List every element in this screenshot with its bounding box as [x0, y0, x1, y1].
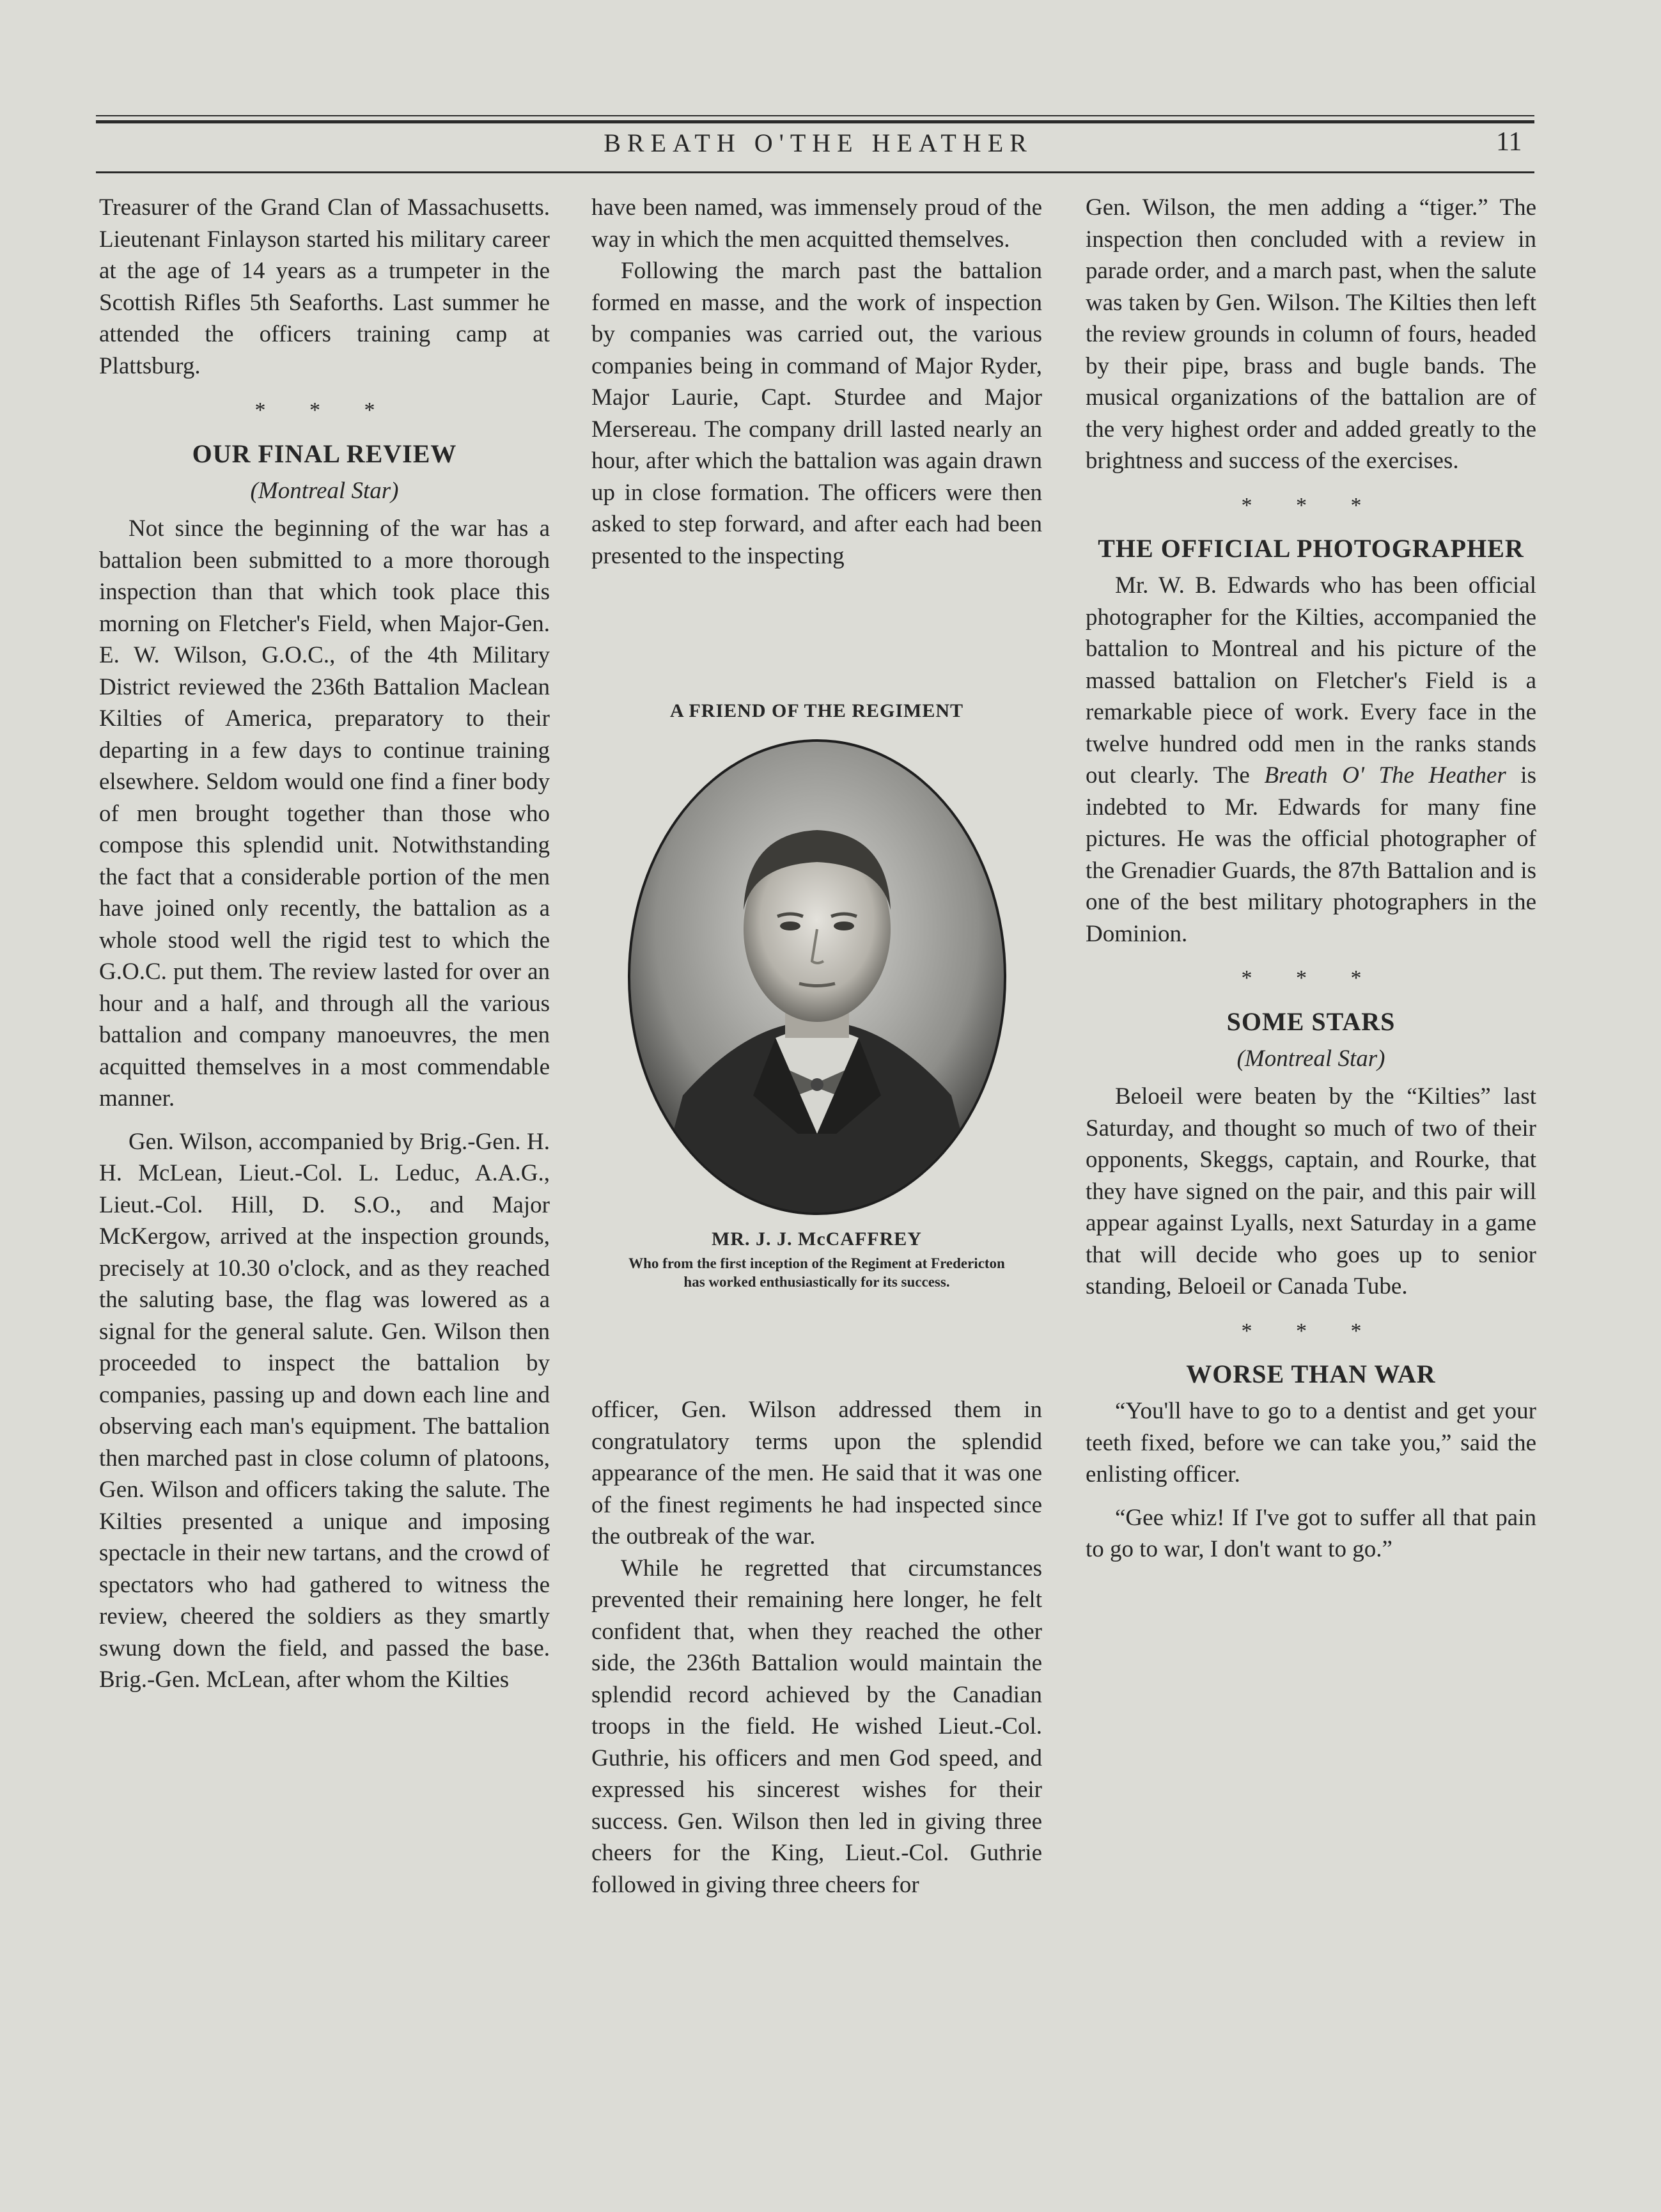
paragraph-dentist: “You'll have to go to a dentist and get your teeth fixed, before we can take you,” said the enlisting officer.: [1086, 1398, 1536, 1487]
heading-worse-than-war: WORSE THAN WAR: [1186, 1360, 1436, 1388]
source-montreal-star: (Montreal Star): [1236, 1045, 1385, 1072]
paragraph-photographer: [1086, 570, 1536, 950]
paragraph-named: have been named, was immensely proud of the way in which the men acquitted themselves.: [591, 194, 1042, 253]
section-divider-stars: * * *: [254, 398, 394, 422]
header-rule-top: [96, 115, 1534, 116]
publication-name: Breath O' The Heather: [1264, 762, 1506, 788]
paragraph-review-1: Not since the beginning of the war has a battalion been submitted to a more thorough inspection than that which took place this morning on Fletcher's Field, when Major-Gen. E. W. Wilson, G.O.C., of the 4th Military District reviewed the 236th Battalion Maclean Kilties of America, preparatory to their departing in a few days to continue training elsewhere. Seldom would one find a finer body of men brought together than those who compose this splendid unit. Notwithstanding the fact that a considerable portion of the men have joined only recently, the battalion as a whole stood well the rigid test to which the G.O.C. put them. The review lasted for over an hour and a half, and through all the various battalion and company manoeuvres, the men acquitted themselves in a most commendable manner.: [99, 515, 550, 1111]
photographer-text-a: Mr. W. B. Edwards who has been official photographer for the Kilties, accompanied the battalion to Montreal and his picture of the massed battalion on Fletcher's Field is a remarkable piece of work. Every face in the twelve hundred odd men in the ranks stands out clearly. The: [1086, 572, 1536, 788]
paragraph-officer: officer, Gen. Wilson addressed them in congratulatory terms upon the splendid appearance of the men. He said that it was one of the finest regiments he had inspected since the outbreak of the war.: [591, 1397, 1042, 1549]
paragraph-march-past: Following the march past the battalion formed en masse, and the work of inspection by companies was carried out, the various companies being in command of Major Ryder, Major Laurie, Capt. Sturdee and Major Mersereau. The company drill lasted nearly an hour, after which the battalion was again drawn up in close formation. The officers were then asked to step forward, and after each had been presented to the inspecting: [591, 258, 1042, 569]
column-middle-bottom: [591, 1394, 1042, 1901]
page-number: 11: [1496, 127, 1522, 157]
heading-our-final-review: OUR FINAL REVIEW: [192, 439, 457, 468]
portrait-photo: [625, 737, 1009, 1217]
photographer-text-b: is indebted to Mr. Edwards for many fine pictures. He was the official photographer of the Grenadier Guards, the 87th Battalion and is one of the best military photographers in the Dominion.: [1086, 762, 1536, 947]
header-rule-thick: [96, 120, 1534, 123]
section-divider-stars: * * *: [1241, 493, 1381, 517]
caption-name: MR. J. J. McCAFFREY: [712, 1228, 922, 1250]
paragraph-tiger: Gen. Wilson, the men adding a “tiger.” The inspection then concluded with a review in parade order, and a march past, when the salute was taken by Gen. Wilson. The Kilties then left the review grounds in column of fours, headed by their pipe, brass and bugle bands. The musical organizations of the battalion are of the very highest order and added greatly to the brightness and success of the exercises.: [1086, 194, 1536, 474]
paragraph-gee-whiz: “Gee whiz! If I've got to suffer all that pain to go to war, I don't want to go.”: [1086, 1504, 1536, 1562]
paragraph-review-2: Gen. Wilson, accompanied by Brig.-Gen. H. H. McLean, Lieut.-Col. L. Leduc, A.A.G., Lieut.-Col. Hill, D. S.O., and Major McKergow, arrived at the inspection grounds, precisely at 10.30 o'clock, and as they reached the saluting base, the flag was lowered as a signal for the general salute. Gen. Wilson then proceeded to inspect the battalion by companies, passing up and down each line and observing each man's equipment. The battalion then marched past in close column of platoons, Gen. Wilson and officers taking the salute. The Kilties presented a unique and imposing spectacle in their new tartans, and the crowd of spectators who had gathered to witness the review, cheered the soldiers as they smartly swung down the field, and passed the base. Brig.-Gen. McLean, after whom the Kilties: [99, 1128, 550, 1693]
caption-text: Who from the first inception of the Regiment at Fredericton has worked enthusiastically for its success.: [628, 1255, 1005, 1290]
running-title: BREATH O'THE HEATHER: [604, 129, 1033, 157]
photo-feature: [591, 700, 1042, 1291]
paragraph-finlayson: Treasurer of the Grand Clan of Massachusetts. Lieutenant Finlayson started his military career at the age of 14 years as a trumpeter in the Scottish Rifles 5th Seaforths. Last summer he attended the officers training camp at Plattsburg.: [99, 194, 550, 379]
column-left: [99, 192, 550, 1696]
section-divider-stars: * * *: [1241, 1319, 1381, 1343]
photo-title: A FRIEND OF THE REGIMENT: [669, 700, 964, 721]
paragraph-regretted: While he regretted that circumstances prevented their remaining here longer, he felt confident that, when they reached the other side, the 236th Battalion would maintain the splendid record achieved by the Canadian troops in the field. He wished Lieut.-Col. Guthrie, his officers and men God speed, and expressed his sincerest wishes for their success. Gen. Wilson then led in giving three cheers for the King, Lieut.-Col. Guthrie followed in giving three cheers for: [591, 1555, 1042, 1898]
heading-some-stars: SOME STARS: [1226, 1007, 1396, 1036]
column-right: [1086, 192, 1536, 1565]
source-montreal-star: (Montreal Star): [250, 477, 399, 504]
column-middle-top: [591, 192, 1042, 572]
header-rule-bottom: [96, 171, 1534, 173]
heading-official-photographer: THE OFFICIAL PHOTOGRAPHER: [1098, 534, 1524, 563]
paragraph-beloeil: Beloeil were beaten by the “Kilties” last Saturday, and thought so much of two of their opponents, Skeggs, captain, and Rourke, that they have signed on the pair, and this pair will appear against Lyalls, next Saturday in a game that will decide who goes up to senior standing, Beloeil or Canada Tube.: [1086, 1083, 1536, 1299]
section-divider-stars: * * *: [1241, 966, 1381, 990]
